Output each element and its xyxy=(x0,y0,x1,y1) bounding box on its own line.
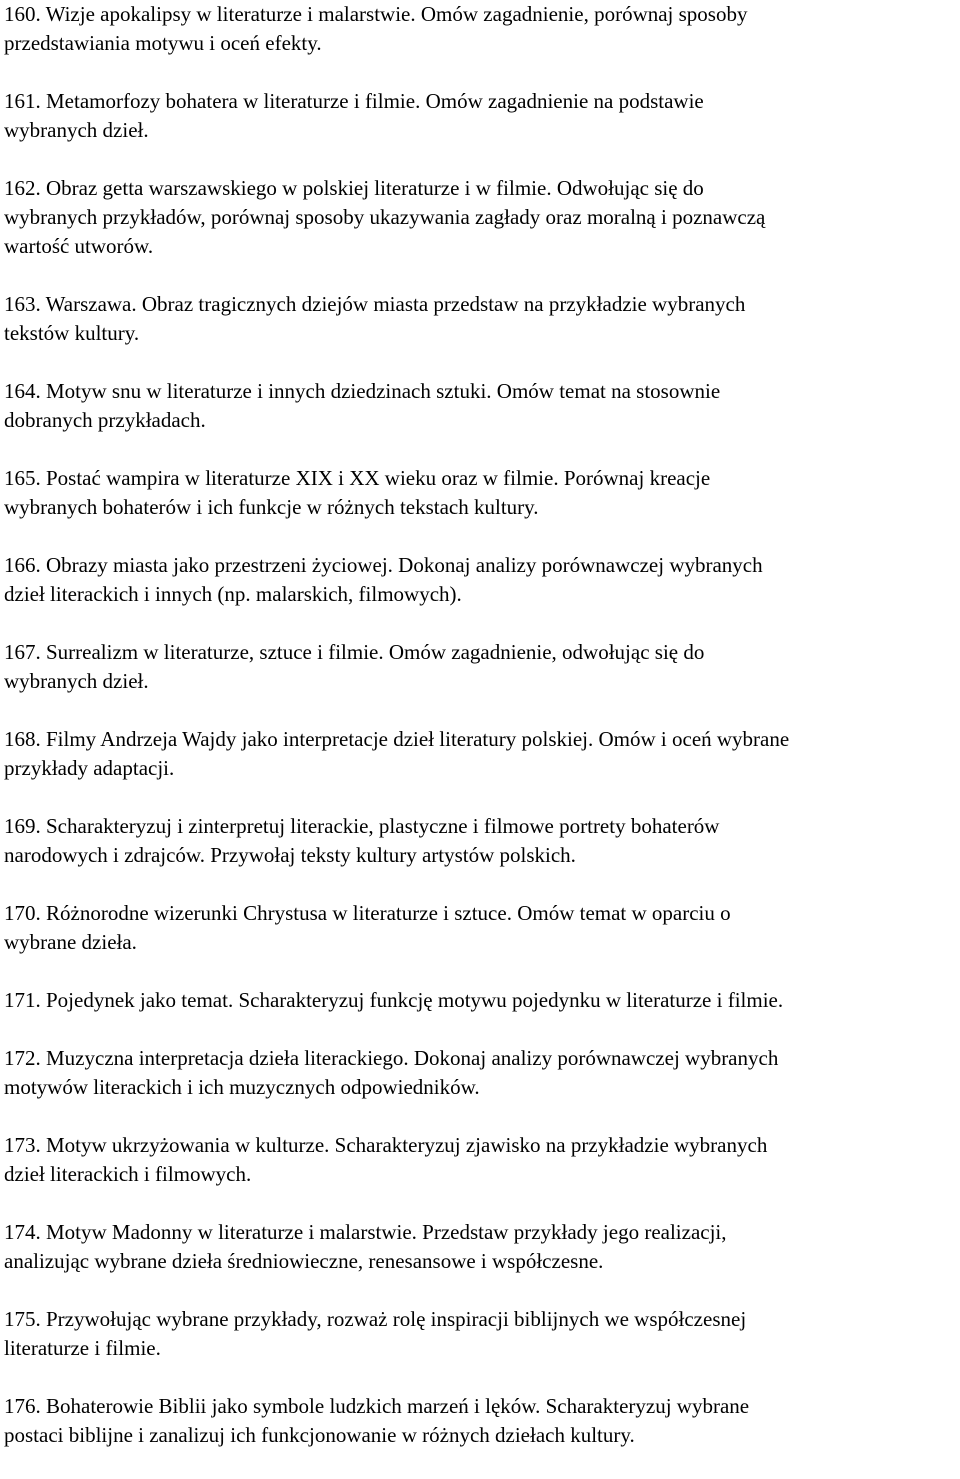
topic-item xyxy=(4,1392,960,1450)
topic-line: 170. Różnorodne wizerunki Chrystusa w literaturze i sztuce. Omów temat w oparciu o xyxy=(4,901,731,925)
topic-item xyxy=(4,1218,960,1276)
topic-line: 160. Wizje apokalipsy w literaturze i malarstwie. Omów zagadnienie, porównaj sposoby xyxy=(4,2,748,26)
topic-line: postaci biblijne i zanalizuj ich funkcjonowanie w różnych dziełach kultury. xyxy=(4,1423,635,1447)
topic-line: analizując wybrane dzieła średniowieczne, renesansowe i współczesne. xyxy=(4,1249,604,1273)
topic-item xyxy=(4,1044,960,1102)
topic-line: 164. Motyw snu w literaturze i innych dziedzinach sztuki. Omów temat na stosownie xyxy=(4,379,721,403)
topic-item xyxy=(4,638,960,696)
topic-line: 176. Bohaterowie Biblii jako symbole ludzkich marzeń i lęków. Scharakteryzuj wybrane xyxy=(4,1394,750,1418)
topic-line: narodowych i zdrajców. Przywołaj teksty kultury artystów polskich. xyxy=(4,843,576,867)
topic-line: motywów literackich i ich muzycznych odpowiedników. xyxy=(4,1075,480,1099)
topic-line: 172. Muzyczna interpretacja dzieła literackiego. Dokonaj analizy porównawczej wybranych xyxy=(4,1046,779,1070)
topic-line: przykłady adaptacji. xyxy=(4,756,175,780)
topic-line: dobranych przykładach. xyxy=(4,408,206,432)
topic-line: 161. Metamorfozy bohatera w literaturze i filmie. Omów zagadnienie na podstawie xyxy=(4,89,704,113)
topic-item xyxy=(4,377,960,435)
topic-line: przedstawiania motywu i oceń efekty. xyxy=(4,31,322,55)
topic-line: dzieł literackich i filmowych. xyxy=(4,1162,252,1186)
topic-item xyxy=(4,812,960,870)
topic-line: wybranych dzieł. xyxy=(4,118,149,142)
topic-line: wybranych bohaterów i ich funkcje w różnych tekstach kultury. xyxy=(4,495,539,519)
topic-line: wybranych dzieł. xyxy=(4,669,149,693)
topic-line: literaturze i filmie. xyxy=(4,1336,161,1360)
topic-line: 175. Przywołując wybrane przykłady, rozważ rolę inspiracji biblijnych we współczesnej xyxy=(4,1307,747,1331)
topic-item xyxy=(4,174,960,261)
topic-line: wartość utworów. xyxy=(4,234,154,258)
topic-item xyxy=(4,986,960,1015)
topic-line: 173. Motyw ukrzyżowania w kulturze. Scharakteryzuj zjawisko na przykładzie wybranych xyxy=(4,1133,768,1157)
topic-item xyxy=(4,1131,960,1189)
topic-line: 162. Obraz getta warszawskiego w polskiej literaturze i w filmie. Odwołując się do xyxy=(4,176,704,200)
topic-item xyxy=(4,464,960,522)
document-page xyxy=(4,0,960,1479)
topic-item xyxy=(4,899,960,957)
topic-item xyxy=(4,725,960,783)
topic-line: 167. Surrealizm w literaturze, sztuce i filmie. Omów zagadnienie, odwołując się do xyxy=(4,640,705,664)
topic-line: 171. Pojedynek jako temat. Scharakteryzuj funkcję motywu pojedynku w literaturze i filmie. xyxy=(4,988,784,1012)
topic-line: 165. Postać wampira w literaturze XIX i XX wieku oraz w filmie. Porównaj kreacje xyxy=(4,466,711,490)
topic-line: wybrane dzieła. xyxy=(4,930,137,954)
topic-line: 163. Warszawa. Obraz tragicznych dziejów miasta przedstaw na przykładzie wybranych xyxy=(4,292,746,316)
topic-line: dzieł literackich i innych (np. malarskich, filmowych). xyxy=(4,582,462,606)
topic-line: 169. Scharakteryzuj i zinterpretuj literackie, plastyczne i filmowe portrety bohaterów xyxy=(4,814,720,838)
topic-item xyxy=(4,1305,960,1363)
topic-line: 166. Obrazy miasta jako przestrzeni życiowej. Dokonaj analizy porównawczej wybranych xyxy=(4,553,763,577)
topic-item xyxy=(4,0,960,58)
topic-line: 174. Motyw Madonny w literaturze i malarstwie. Przedstaw przykłady jego realizacji, xyxy=(4,1220,727,1244)
topic-list xyxy=(4,0,960,1450)
topic-line: 168. Filmy Andrzeja Wajdy jako interpretacje dzieł literatury polskiej. Omów i oceń wybrane xyxy=(4,727,790,751)
topic-item xyxy=(4,87,960,145)
topic-item xyxy=(4,290,960,348)
topic-line: tekstów kultury. xyxy=(4,321,140,345)
topic-line: wybranych przykładów, porównaj sposoby ukazywania zagłady oraz moralną i poznawczą xyxy=(4,205,766,229)
topic-item xyxy=(4,551,960,609)
